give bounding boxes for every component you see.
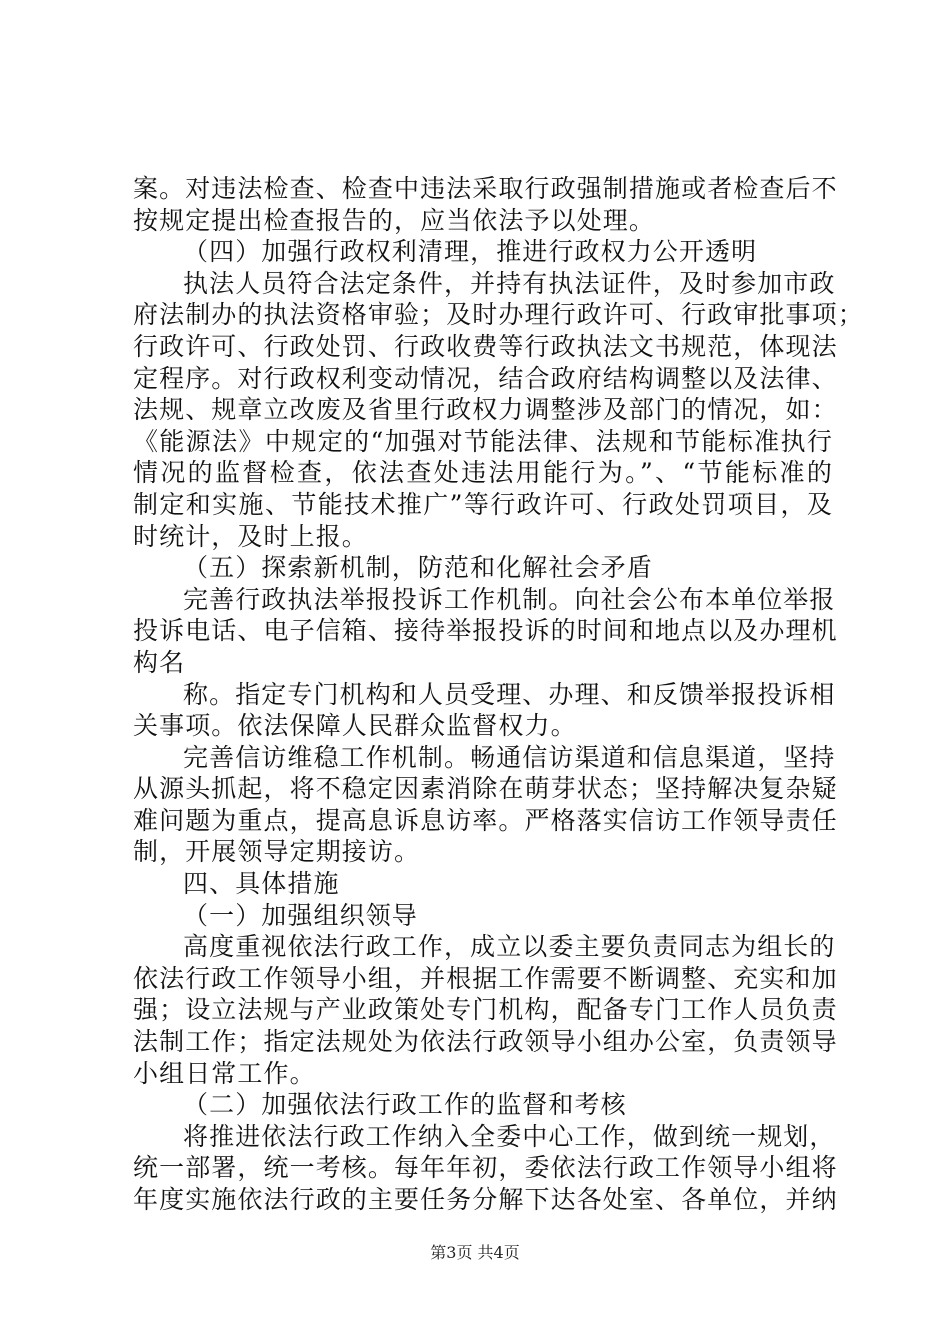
- text-line: （五）探索新机制，防范和化解社会矛盾: [183, 553, 653, 583]
- text-line: 统一部署，统一考核。每年年初，委依法行政工作领导小组将: [133, 1153, 838, 1183]
- text-line: 从源头抓起，将不稳定因素消除在萌芽状态；坚持解决复杂疑: [133, 774, 838, 804]
- text-line: 完善行政执法举报投诉工作机制。向社会公布本单位举报: [183, 584, 836, 614]
- text-line: 将推进依法行政工作纳入全委中心工作，做到统一规划，: [183, 1121, 836, 1151]
- text-line: 情况的监督检查，依法查处违法用能行为。”、“节能标准的: [133, 458, 833, 488]
- text-line: 高度重视依法行政工作，成立以委主要负责同志为组长的: [183, 932, 836, 962]
- text-line: 投诉电话、电子信箱、接待举报投诉的时间和地点以及办理机: [133, 616, 838, 646]
- text-line: 难问题为重点，提高息诉息访率。严格落实信访工作领导责任: [133, 805, 838, 835]
- document-body: [133, 173, 864, 1216]
- text-line: 四、具体措施: [183, 869, 340, 899]
- text-line: （二）加强依法行政工作的监督和考核: [183, 1090, 627, 1120]
- text-line: 构名: [133, 647, 186, 677]
- text-line: 小组日常工作。: [133, 1058, 316, 1088]
- text-line: 案。对违法检查、检查中违法采取行政强制措施或者检查后不: [133, 174, 838, 203]
- text-line: 府法制办的执法资格审验；及时办理行政许可、行政审批事项；: [133, 300, 864, 330]
- text-line: 年度实施依法行政的主要任务分解下达各处室、各单位，并纳: [133, 1185, 838, 1214]
- text-line: 关事项。依法保障人民群众监督权力。: [133, 711, 577, 741]
- text-line: 称。指定专门机构和人员受理、办理、和反馈举报投诉相: [183, 679, 836, 709]
- text-line: （四）加强行政权利清理，推进行政权力公开透明: [183, 237, 758, 267]
- text-line: 制定和实施、节能技术推广”等行政许可、行政处罚项目，及: [133, 489, 833, 519]
- text-line: 按规定提出检查报告的，应当依法予以处理。: [133, 205, 656, 235]
- text-line: 制，开展领导定期接访。: [133, 837, 421, 867]
- text-line: 定程序。对行政权利变动情况，结合政府结构调整以及法律、: [133, 363, 838, 393]
- page-footer: 第3页 共4页: [430, 1243, 520, 1262]
- text-line: 时统计，及时上报。: [133, 521, 368, 551]
- text-line: 《能源法》中规定的“加强对节能法律、法规和节能标准执行: [133, 426, 833, 456]
- text-line: 强；设立法规与产业政策处专门机构，配备专门工作人员负责: [133, 995, 838, 1025]
- text-line: 行政许可、行政处罚、行政收费等行政执法文书规范，体现法: [133, 331, 838, 361]
- text-line: 法规、规章立改废及省里行政权力调整涉及部门的情况，如：: [133, 395, 838, 425]
- text-line: （一）加强组织领导: [183, 900, 418, 930]
- text-line: 依法行政工作领导小组，并根据工作需要不断调整、充实和加: [133, 963, 838, 993]
- text-line: 法制工作；指定法规处为依法行政领导小组办公室，负责领导: [133, 1027, 838, 1057]
- text-line: 执法人员符合法定条件，并持有执法证件，及时参加市政: [183, 268, 836, 298]
- text-line: 完善信访维稳工作机制。畅通信访渠道和信息渠道，坚持: [183, 742, 836, 772]
